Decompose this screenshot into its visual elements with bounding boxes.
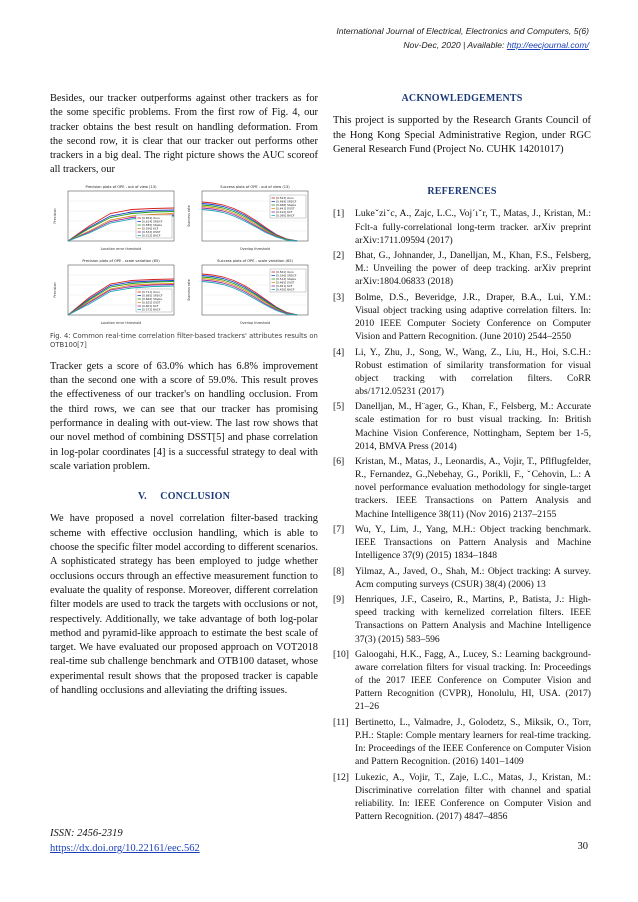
legend-label: [0.412] KCF — [276, 209, 293, 214]
page-number: 30 — [577, 841, 588, 852]
reference-number: [4] — [333, 346, 345, 358]
reference-text: Bolme, D.S., Beveridge, J.R., Draper, B.A., Lui, Y.M.: Visual object tracking using adaptive correlation filters. In: 2010 IEEE Computer Society Conference on Computer Vision and Pattern Recognition. (June 2010) 2544–2550 — [355, 291, 591, 343]
reference-item — [333, 346, 591, 398]
reference-number: [2] — [333, 250, 345, 262]
chart-panel-2 — [184, 182, 318, 256]
legend-label: [0.441] DSST — [276, 206, 295, 211]
legend-label: [0.711] Ours — [142, 289, 160, 294]
reference-text: Li, Y., Zhu, J., Song, W., Wang, Z., Liu, H., Hoi, S.C.H.: Robust estimation of similarity transformation for visual object tracking with correlation filters. CoRR abs/1712.05231 (2017) — [355, 346, 591, 397]
reference-text: Bhat, G., Johnander, J., Danelljan, M., Khan, F.S., Felsberg, M.: Unveiling the power of deep tracking. arXiv preprint arXiv:1804.06833 (2018) — [355, 250, 591, 288]
reference-item — [333, 593, 591, 645]
body-paragraph: Besides, our tracker outperforms against other trackers as for the some specific problems. From the first row of Fig. 4, our tracker obtains the best result on handling deformation. From the second row, it is clear that our tracker out performs other trackers in a big deal. The right picture shows the AUC scoreof all trackers, our — [50, 93, 318, 176]
reference-item — [333, 648, 591, 713]
reference-item — [333, 400, 591, 452]
journal-header — [336, 24, 589, 52]
legend-label: [0.585] Staple — [142, 222, 162, 227]
legend-label: [0.561] Ours — [276, 269, 294, 274]
reference-number: [11] — [333, 716, 349, 728]
legend-label: [0.614] SRDCF — [142, 219, 163, 224]
x-axis-label: Location error threshold — [100, 246, 142, 251]
y-axis-label: Success rate — [187, 204, 191, 227]
reference-text: Kristan, M., Matas, J., Leonardis, A., Vojir, T., Pflflugfelder, R., Fernandez, G.,Nebehay, G., Porikli, F., ˇCehovin, L.: A novel performance evaluation methodology for single-target trackers. IEEE Transactions on Pattern Analysis and Machine Intelligence 38(11) (Nov 2016) 2137–2155 — [355, 456, 591, 520]
legend-label: [0.660] Staple — [142, 296, 162, 301]
reference-text: Lukezic, A., Vojir, T., Zaje, L.C., Matas, J., Kristan, M.: Discriminative correlation filter with channel and spatial reliability. In: IEEE Conference on Computer Vision and Pattern Recognition. (2017) 4847–4856 — [355, 771, 591, 822]
legend-label: [0.523] Ours — [276, 195, 294, 200]
y-axis-label: Precision — [53, 282, 57, 298]
chart-panel-3 — [50, 256, 184, 330]
issn: ISSN: 2456-2319 — [50, 828, 123, 839]
legend-label: [0.485] DSST — [276, 280, 295, 285]
reference-number: [10] — [333, 649, 349, 660]
reference-item — [333, 291, 591, 343]
figure-4 — [50, 182, 318, 330]
reference-item — [333, 207, 591, 246]
reference-text: Yilmaz, A., Javed, O., Shah, M.: Object tracking: A survey. Acm computing surveys (CSUR) 38(4) (2006) 13 — [355, 565, 591, 590]
reference-number: [5] — [333, 401, 345, 413]
reference-text: Wu, Y., Lim, J., Yang, M.H.: Object tracking benchmark. IEEE Transactions on Pattern Analysis and Machine Intelligence 37(9) (2015) 1834–1848 — [355, 523, 591, 562]
reference-number: [7] — [333, 523, 345, 535]
reference-item — [333, 523, 591, 562]
reference-number: [1] — [333, 208, 345, 220]
legend-label: [0.512] BACF — [142, 233, 161, 238]
legend-label: [0.451] KCF — [276, 283, 293, 288]
chart-panel-4 — [184, 256, 318, 330]
reference-text: Lukeˇziˇc, A., Zajc, L.C., Voj´ıˇr, T., Matas, J., Kristan, M.: Fclt-a fully-correlational long-term tracker. arXiv preprint arXiv:1711.09594 (2017) — [355, 208, 591, 246]
chart-title: Precision plots of OPE - out of view (13) — [85, 184, 157, 189]
conclusion-paragraph: We have proposed a novel correlation filter-based tracking scheme with effective occlusion handling, which is able to choose the specific filter model according to different scenarios. A sophisticated strategy has been employed to judge whether occlusions occurs through an effective measurement function to evaluate the quality of response. Moreover, different correlation filter models are used to track the targets with occlusions or not, respectively. Additionally, we take advantage of both log-polar method and pyramid-like approach to estimate the best scale of target. We have evaluated our proposed approach on VOT2018 real-time sub challenge benchmark and OTB100 dataset, whose experimental result shows that the proposed tracker is capable of handling occlusions and alleviating the drifting issues. — [50, 513, 318, 697]
reference-number: [6] — [333, 456, 345, 468]
legend-label: [0.532] DSST — [142, 229, 161, 234]
legend-label: [0.536] SRDCF — [276, 273, 297, 278]
reference-number: [9] — [333, 594, 345, 606]
references-heading: REFERENCES — [427, 186, 497, 198]
reference-number: [8] — [333, 565, 345, 577]
y-axis-label: Precision — [53, 208, 57, 224]
figure-caption: Fig. 4: Common real-time correlation filter-based trackers' attributes results on OTB100[7] — [50, 331, 318, 349]
reference-text: Henriques, J.F., Caseiro, R., Martins, P., Batista, J.: High-speed tracking with kernelized correlation filters. IEEE Transactions on Pattern Analysis and Machine Intelligence 37(3) (2015) 583–596 — [355, 594, 591, 645]
journal-issue: Nov-Dec, 2020 | Available: http://eecjournal.com/ — [403, 40, 589, 50]
legend-label: [0.489] SRDCF — [276, 199, 297, 204]
page-footer — [50, 826, 200, 856]
legend-label: [0.420] BACF — [276, 287, 295, 292]
journal-link[interactable]: http://eecjournal.com/ — [506, 40, 589, 50]
reference-item — [333, 565, 591, 591]
legend-label: [0.556] KCF — [142, 226, 159, 231]
chart-title: Success plots of OPE - out of view (13) — [220, 184, 290, 189]
chart-panel-1 — [50, 182, 184, 256]
reference-text: Galoogahi, H.K., Fagg, A., Lucey, S.: Learning background-aware correlation filters for visual tracking. In: Proceedings of the 2017 IEEE Conference on Computer Vision and Pattern Recognition (CVPR), Honolulu, HI, USA. (2017) 21–26 — [355, 649, 591, 713]
x-axis-label: Overlap threshold — [239, 246, 271, 251]
y-axis-label: Success rate — [187, 278, 191, 301]
reference-item — [333, 716, 591, 768]
right-column — [333, 92, 591, 825]
conclusion-heading: V. CONCLUSION — [137, 491, 231, 503]
reference-list — [333, 207, 591, 823]
reference-item — [333, 771, 591, 823]
reference-text: Danelljan, M., H¨ager, G., Khan, F., Felsberg, M.: Accurate scale estimation for ro bust visual tracking. In: British Machine Vision Conference, Nottingham, Septem ber 1-5, 2014, BMVA Press (2014) — [355, 401, 591, 452]
legend-label: [0.512] Staple — [276, 276, 296, 281]
doi-link[interactable]: https://dx.doi.org/10.22161/eec.562 — [50, 843, 200, 854]
legend-label: [0.685] SRDCF — [142, 293, 163, 298]
x-axis-label: Overlap threshold — [239, 320, 271, 325]
legend-label: [0.468] Staple — [276, 202, 296, 207]
journal-title: International Journal of Electrical, Electronics and Computers, 5(6) — [336, 26, 589, 36]
legend-label: [0.654] Ours — [142, 215, 160, 220]
chart-title: Success plots of OPE - scale variation (65) — [217, 258, 293, 263]
reference-number: [12] — [333, 771, 349, 783]
legend-label: [0.572] BACF — [142, 307, 161, 312]
legend-label: [0.625] DSST — [142, 300, 161, 305]
ack-heading: ACKNOWLEDGEMENTS — [401, 93, 523, 104]
reference-number: [3] — [333, 291, 345, 303]
legend-label: [0.601] KCF — [142, 303, 159, 308]
ack-paragraph: This project is supported by the Research Grants Council of the Hong Kong Special Administrative Region, under RGC General Research Fund (Project No. CUHK 14201017) — [333, 115, 591, 155]
reference-text: Bertinetto, L., Valmadre, J., Golodetz, S., Miksik, O., Torr, P.H.: Staple: Comple mentary learners for real-time tracking. In: Proceedings of the IEEE Conference on Computer Vision and Pattern Recognition. (2016) 1401–1409 — [355, 716, 591, 768]
left-column — [50, 92, 318, 698]
body-paragraph: Tracker gets a score of 63.0% which has 6.8% improvement than the second one with a score of 59.0%. This result proves the effectiveness of our tracker's on handling occlusion. From the third rows, we can see that our tracker has promising performance in dealing with out-view. The last row shows that our novel method of combining DSST[5] and phase correlation in log-polar coordinates [4] is a successful strategy to deal with scale variation problem. — [50, 360, 318, 472]
x-axis-label: Location error threshold — [100, 320, 142, 325]
reference-item — [333, 455, 591, 520]
legend-label: [0.390] BACF — [276, 213, 295, 218]
chart-title: Precision plots of OPE - scale variation (65) — [82, 258, 160, 263]
reference-item — [333, 249, 591, 288]
